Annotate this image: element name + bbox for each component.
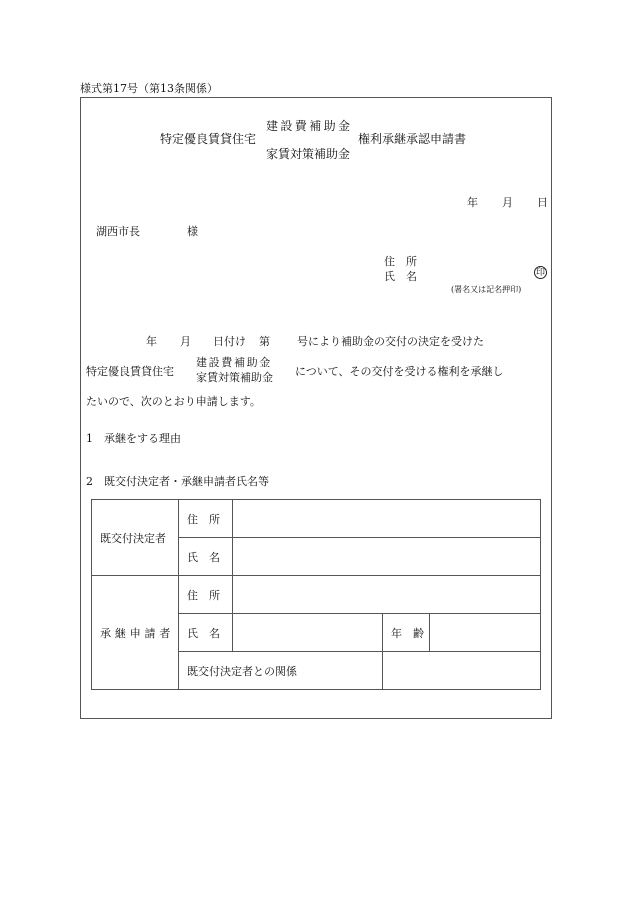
body-year: 年 — [146, 335, 157, 348]
title-suffix: 権利承継承認申請書 — [358, 132, 467, 146]
successor-age-label: 年 齢 — [383, 614, 430, 652]
body-subsidy-rent: 家賃対策補助金 — [196, 371, 273, 384]
prior-recipient-label: 既交付決定者 — [92, 500, 179, 576]
title-subsidy-construction: 建設費補助金 — [266, 119, 353, 133]
relation-field[interactable] — [383, 652, 541, 690]
successor-label: 承継申請者 — [92, 576, 179, 690]
successor-address-field[interactable] — [233, 576, 541, 614]
body-number-prefix: 第 — [259, 335, 270, 348]
successor-age-field[interactable] — [430, 614, 541, 652]
date-month: 月 — [502, 196, 513, 209]
applicant-address-label: 住 所 — [384, 255, 417, 268]
section-2-heading: 2 既交付決定者・承継申請者氏名等 — [86, 475, 269, 488]
body-line2-prefix: 特定優良賃貸住宅 — [86, 365, 174, 378]
applicant-name-label: 氏 名 — [384, 270, 417, 283]
title-prefix: 特定優良賃貸住宅 — [160, 132, 257, 146]
date-day: 日 — [537, 196, 548, 209]
prior-address-label: 住 所 — [179, 500, 233, 538]
relation-label: 既交付決定者との関係 — [179, 652, 383, 690]
body-day: 日付け — [213, 335, 246, 348]
body-month: 月 — [180, 335, 191, 348]
seal-mark: 印 — [535, 268, 545, 278]
successor-name-field[interactable] — [233, 614, 383, 652]
prior-address-field[interactable] — [233, 500, 541, 538]
table-row — [92, 576, 541, 614]
addressee-name: 湖西市長 — [96, 225, 140, 238]
body-subsidy-construction: 建設費補助金 — [196, 356, 272, 369]
body-line1-rest: 号により補助金の交付の決定を受けた — [297, 335, 484, 348]
date-year: 年 — [467, 196, 478, 209]
prior-name-label: 氏 名 — [179, 538, 233, 576]
seal-note: (署名又は記名押印) — [451, 285, 522, 294]
prior-name-field[interactable] — [233, 538, 541, 576]
section-1-heading: 1 承継をする理由 — [86, 432, 181, 445]
title-subsidy-rent: 家賃対策補助金 — [266, 147, 351, 161]
addressee-honorific: 様 — [187, 225, 198, 238]
body-line3: たいので、次のとおり申請します。 — [86, 395, 261, 408]
successor-address-label: 住 所 — [179, 576, 233, 614]
successor-name-label: 氏 名 — [179, 614, 233, 652]
applicant-table — [91, 499, 541, 690]
form-label: 様式第17号（第13条関係） — [80, 82, 218, 95]
table-row — [92, 500, 541, 538]
body-line2-suffix: について、その交付を受ける権利を承継し — [295, 365, 504, 378]
